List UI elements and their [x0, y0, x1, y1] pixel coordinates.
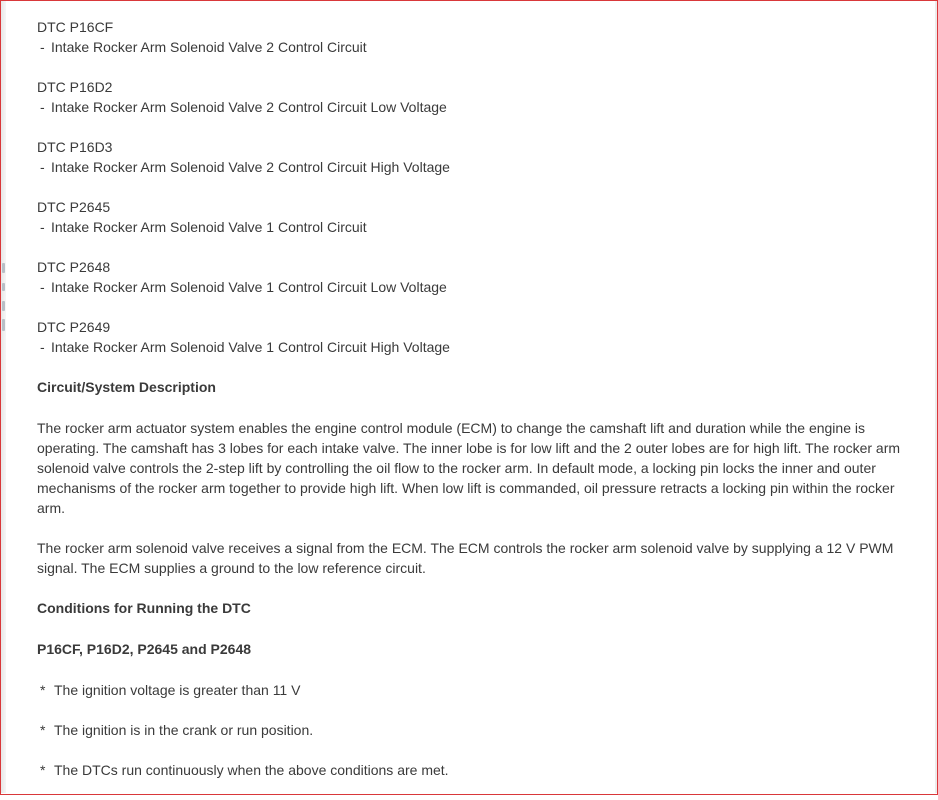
- dtc-code: DTC P16D3: [37, 139, 113, 155]
- circuit-description-paragraph: The rocker arm solenoid valve receives a signal from the ECM. The ECM controls the rocker arm solenoid valve by supplying a 12 V PWM signal. The ECM supplies a ground to the low reference circuit.: [37, 540, 894, 576]
- right-edge-strip: [935, 1, 937, 793]
- dtc-entry: [37, 197, 917, 237]
- document-content: [37, 17, 917, 800]
- left-edge-strip: [1, 1, 6, 793]
- dtc-description: [37, 37, 917, 57]
- condition-bullet: [37, 680, 917, 700]
- left-edge-mark: [2, 319, 5, 331]
- conditions-heading: Conditions for Running the DTC: [37, 600, 251, 616]
- dtc-code: DTC P2648: [37, 259, 111, 275]
- circuit-description-heading: Circuit/System Description: [37, 379, 216, 395]
- dash-marker: -: [40, 279, 45, 295]
- dtc-description-text: Intake Rocker Arm Solenoid Valve 2 Control Circuit: [51, 39, 367, 55]
- dtc-entry: [37, 17, 917, 57]
- condition-bullet: [37, 760, 917, 780]
- dtc-code: DTC P2645: [37, 199, 111, 215]
- dtc-code: DTC P2649: [37, 319, 111, 335]
- dash-marker: -: [40, 219, 45, 235]
- circuit-description-paragraph: The rocker arm actuator system enables the engine control module (ECM) to change the camshaft lift and duration while the engine is operating. The camshaft has 3 lobes for each intake valve. The inner lobe is for low lift and the 2 outer lobes are for high lift. The rocker arm solenoid valve controls the 2-step lift by controlling the oil flow to the rocker arm. In default mode, a locking pin locks the inner and outer mechanisms of the rocker arm together to provide high lift. When low lift is commanded, oil pressure retracts a locking pin within the rocker arm.: [37, 420, 901, 516]
- dash-marker: -: [40, 99, 45, 115]
- left-edge-mark: [2, 283, 5, 291]
- bullet-marker: *: [40, 762, 46, 778]
- dtc-entry: [37, 317, 917, 357]
- dtc-description: [37, 277, 917, 297]
- dash-marker: -: [40, 159, 45, 175]
- dtc-description: [37, 97, 917, 117]
- left-edge-mark: [2, 263, 5, 273]
- condition-text: The ignition is in the crank or run position.: [54, 722, 314, 738]
- dtc-description-text: Intake Rocker Arm Solenoid Valve 1 Control Circuit High Voltage: [51, 339, 450, 355]
- dtc-description: [37, 337, 917, 357]
- dtc-entry: [37, 137, 917, 177]
- dash-marker: -: [40, 339, 45, 355]
- dtc-entry: [37, 77, 917, 117]
- dtc-code: DTC P16CF: [37, 19, 114, 35]
- dtc-description-text: Intake Rocker Arm Solenoid Valve 2 Control Circuit Low Voltage: [51, 99, 447, 115]
- left-edge-mark: [2, 301, 5, 311]
- dash-marker: -: [40, 39, 45, 55]
- condition-text: The ignition voltage is greater than 11 V: [54, 682, 301, 698]
- dtc-code: DTC P16D2: [37, 79, 113, 95]
- dtc-description-text: Intake Rocker Arm Solenoid Valve 1 Control Circuit Low Voltage: [51, 279, 447, 295]
- dtc-description-text: Intake Rocker Arm Solenoid Valve 2 Control Circuit High Voltage: [51, 159, 450, 175]
- bullet-marker: *: [40, 722, 46, 738]
- conditions-subheading: P16CF, P16D2, P2645 and P2648: [37, 641, 252, 657]
- dtc-description-text: Intake Rocker Arm Solenoid Valve 1 Control Circuit: [51, 219, 367, 235]
- dtc-description: [37, 157, 917, 177]
- dtc-entry: [37, 257, 917, 297]
- bullet-marker: *: [40, 682, 46, 698]
- dtc-description: [37, 217, 917, 237]
- condition-text: The DTCs run continuously when the above conditions are met.: [54, 762, 449, 778]
- condition-bullet: [37, 720, 917, 740]
